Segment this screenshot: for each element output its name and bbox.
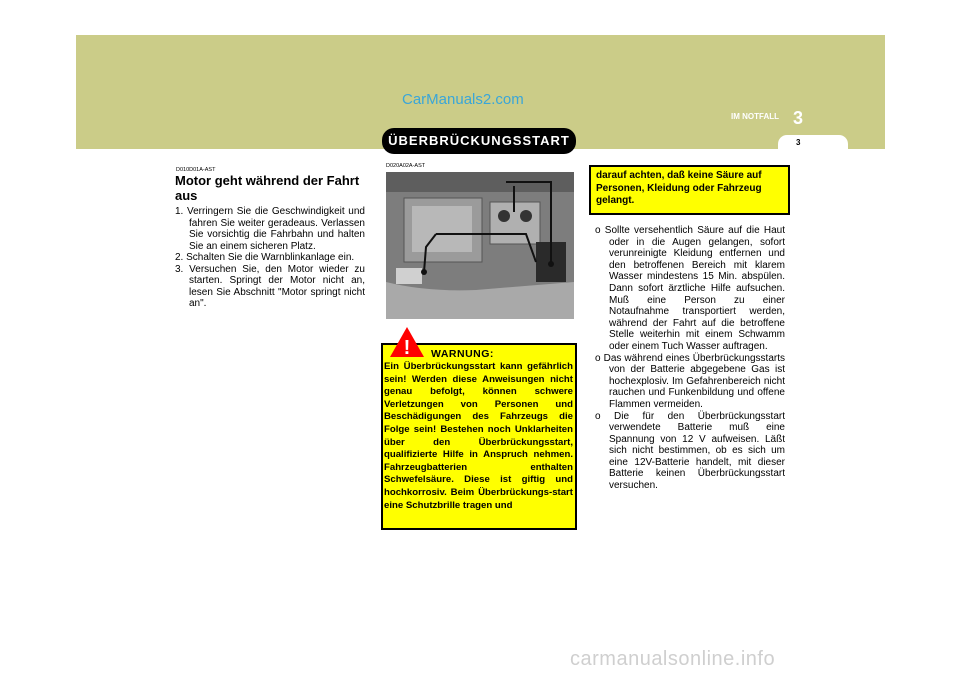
list-item: 1. Verringern Sie die Geschwindigkeit und fahren Sie weiter geradeaus. Verlassen Sie vorsichtig die Fahrbahn und halten Sie an einem sicheren Platz.: [175, 206, 365, 252]
section-code: D010D01A-AST: [176, 167, 216, 173]
section-code: D020A02A-AST: [386, 163, 426, 169]
list-item: o Die für den Überbrückungsstart verwendete Batterie muß eine Spannung von 12 V aufweisen. Läßt sich nicht bestimmen, ob es sich um eine 12V-Batterie handelt, mit dieser Batterie keinen Überbrückungsstart versuchen.: [595, 410, 785, 492]
list-item: o Sollte versehentlich Säure auf die Haut oder in die Augen gelangen, sofort verunreinigte Kleidung entfernen und den betroffenen Bereich mit klarem Wasser mindestens 15 Min. abspülen. Dann sofort ärztliche Hilfe aufsuchen. Muß eine Person zu einer Notaufnahme transportiert werden, während der Fahrt auf die betroffene Stelle weiterhin mit einem Schwamm oder einem Tuch Wasser auftragen.: [595, 225, 785, 352]
steps-list: [175, 206, 365, 310]
footer-watermark[interactable]: carmanualsonline.info: [570, 648, 776, 670]
engine-bay-illustration: [386, 172, 574, 319]
section-title: ÜBERBRÜCKUNGSSTART: [382, 128, 576, 154]
site-watermark[interactable]: CarManuals2.com: [402, 91, 524, 108]
chapter-label: IM NOTFALL: [731, 112, 779, 121]
warning-icon: [389, 326, 425, 358]
chapter-number: 3: [793, 108, 804, 128]
bullet-list: [595, 225, 785, 492]
list-item: 2. Schalten Sie die Warnblinkanlage ein.: [175, 252, 355, 263]
page-tab: [778, 135, 848, 153]
list-item: o Das während eines Überbrückungsstarts von der Batterie abgegebene Gas ist hochexplosiv. Im Gefahrenbereich nicht rauchen und Funkenbildung und offene Flammen vermeiden.: [595, 352, 785, 410]
page-number: 3: [796, 138, 801, 147]
warning-text: Ein Überbrückungsstart kann gefährlich sein! Werden diese Anweisungen nicht genau befolgt, können schwere Verletzungen von Personen und Beschädigungen des Fahrzeugs die Folge sein! Bestehen noch Unklarheiten über den Überbrückungsstart, qualifizierte Hilfe in Anspruch nehmen. Fahrzeugbatterien enthalten Schwefelsäure. Diese ist giftig und hochkorrosiv. Beim Überbrückungs-start eine Schutzbrille tragen und: [384, 361, 573, 511]
warning-symbol: !: [403, 337, 411, 359]
warning-continued: darauf achten, daß keine Säure auf Personen, Kleidung oder Fahrzeug gelangt.: [589, 165, 790, 215]
warning-title: WARNUNG:: [431, 348, 494, 360]
section-heading: Motor geht während der Fahrt aus: [175, 173, 360, 203]
list-item: 3. Versuchen Sie, den Motor wieder zu starten. Springt der Motor nicht an, lesen Sie Abschnitt "Motor springt nicht an".: [175, 263, 365, 309]
photo-code: OCM054001: [920, 481, 955, 487]
